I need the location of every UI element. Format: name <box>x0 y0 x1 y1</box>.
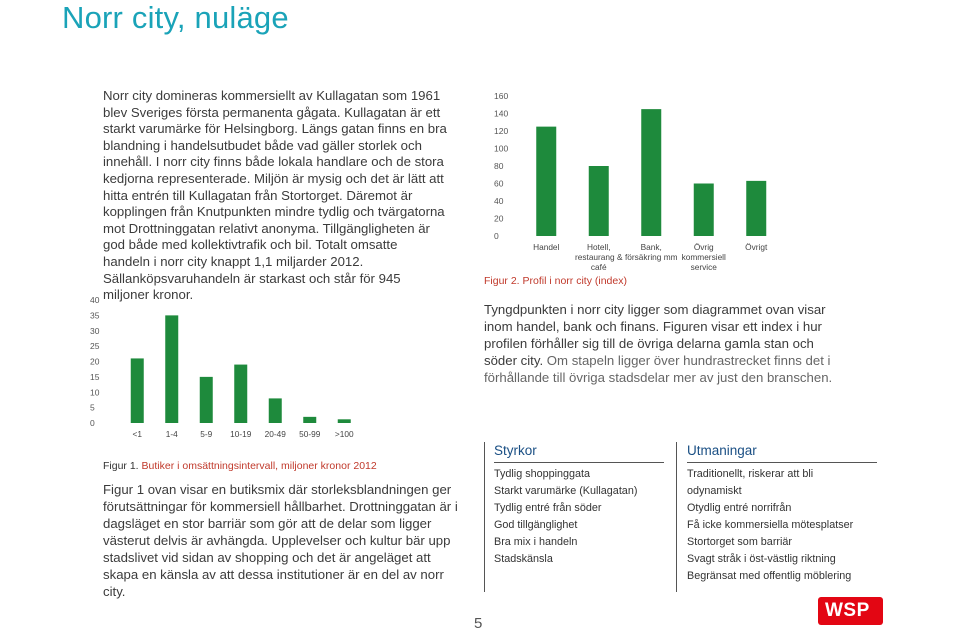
profile-paragraph-part1: Tyngdpunkten i norr city ligger som diagrammet ovan visar inom handel, bank och finans. Figuren visar ett index i hur profilen förhåller sig till de övriga delarna gamla stan och söder city. <box>484 302 826 368</box>
bar <box>303 417 316 423</box>
figure1-paragraph: Figur 1 ovan visar en butiksmix där storleksblandningen ger förutsättningar för kommersiell hållbarhet. Drottninggatan är i dagsläget en stor barriär som gör att de delar som ligger västerut delvis är avhängda. Upplevelser och kultur bär upp stadslivet vid sidan av shopping och det är angeläget att skapa en känsla av att dessa institutioner är en del av norr city. <box>103 482 458 599</box>
profile-paragraph-part2: Om stapeln ligger över hundrastrecket finns det i förhållande till övriga stadsdelar mer av just den branschen. <box>484 353 833 385</box>
y-tick-label: 20 <box>494 213 504 224</box>
figure1-label: Figur 1. <box>103 460 139 472</box>
figure1-text: Butiker i omsättningsintervall, miljoner kronor 2012 <box>141 460 377 472</box>
x-tick-label: >100 <box>334 429 354 439</box>
utmaningar-list <box>687 442 877 585</box>
bar <box>234 365 247 423</box>
list-item: Starkt varumärke (Kullagatan) <box>494 485 638 497</box>
x-tick-label: Hotell, restaurang & café <box>574 242 623 272</box>
styrkor-heading: Styrkor <box>494 443 537 458</box>
bar <box>536 127 556 236</box>
y-tick-label: 0 <box>494 231 499 241</box>
y-tick-label: 80 <box>494 161 504 171</box>
y-tick-label: 35 <box>90 310 100 321</box>
y-tick-label: 15 <box>90 371 100 382</box>
list-item: Traditionellt, riskerar att bli odynamiskt <box>687 468 814 497</box>
y-tick-label: 60 <box>494 178 504 189</box>
utmaningar-heading: Utmaningar <box>687 443 757 458</box>
wsp-logo-text: WSP <box>825 600 870 621</box>
x-tick-label: Handel <box>533 242 560 252</box>
column-divider <box>484 442 485 592</box>
list-item: Tydlig shoppinggata <box>494 468 591 480</box>
list-item: God tillgänglighet <box>494 519 578 531</box>
x-tick-label: 10-19 <box>230 429 252 439</box>
page-title: Norr city, nuläge <box>62 0 289 35</box>
bar <box>269 398 282 423</box>
page-number: 5 <box>474 615 483 632</box>
y-tick-label: 10 <box>90 387 100 398</box>
list-item: Få icke kommersiella mötesplatser <box>687 519 854 531</box>
x-tick-label: 20-49 <box>264 429 286 439</box>
bar <box>338 419 351 423</box>
list-item: Stortorget som barriär <box>687 536 793 548</box>
x-tick-label: Bank, försäkring mm <box>624 242 678 262</box>
x-tick-label: Övrig kommersiell service <box>681 242 726 272</box>
list-item: Stadskänsla <box>494 553 553 565</box>
x-tick-label: 5-9 <box>200 429 213 439</box>
list-item: Svagt stråk i öst-västlig riktning <box>687 553 836 565</box>
figure1-caption <box>103 460 377 472</box>
x-tick-label: <1 <box>132 429 142 439</box>
figure2-label: Figur 2. <box>484 275 520 287</box>
profile-index-chart <box>484 86 784 276</box>
bar <box>746 181 766 236</box>
bar <box>589 166 609 236</box>
y-tick-label: 100 <box>494 143 509 154</box>
list-item: Begränsat med offentlig möblering <box>687 570 852 582</box>
utmaningar-heading-wrap <box>687 442 877 463</box>
bar <box>165 315 178 423</box>
y-tick-label: 20 <box>90 356 100 367</box>
store-turnover-chart <box>88 290 358 445</box>
wsp-logo <box>818 597 883 625</box>
styrkor-list <box>494 442 664 568</box>
y-tick-label: 30 <box>90 325 100 336</box>
figure2-text: Profil i norr city (index) <box>522 275 627 287</box>
x-tick-label: Övrigt <box>745 242 768 252</box>
y-tick-label: 140 <box>494 108 509 119</box>
y-tick-label: 160 <box>494 91 509 101</box>
bar <box>694 184 714 237</box>
y-tick-label: 40 <box>494 196 504 206</box>
y-tick-label: 40 <box>90 295 100 305</box>
intro-paragraph: Norr city domineras kommersiellt av Kullagatan som 1961 blev Sveriges första permanenta gågata. Kullagatan är ett starkt varumärke för Helsingborg. Längs gatan finns en bra blandning i handelsutbudet både vad gäller storlek och innehåll. I norr city finns både lokala handlare och de stora kedjorna representerade. Miljön är mysig och det är lätt att hitta entrén till Kullagatan från Stortorget. Däremot är kopplingen från Knutpunkten mindre tydlig och tvärgatorna mot Drottninggatan relativt anonyma. Tillgängligheten är god både med kollektivtrafik och bil. Totalt omsatte handeln i norr city knappt 1,1 miljarder 2012. Sällanköpsvaruhandeln är starkast och står för 945 miljoner kronor. <box>103 88 447 303</box>
bar <box>131 358 144 423</box>
column-divider <box>676 442 677 592</box>
list-item: Bra mix i handeln <box>494 536 578 548</box>
figure2-caption <box>484 275 627 287</box>
x-tick-label: 50-99 <box>299 429 321 439</box>
y-tick-label: 25 <box>90 341 100 352</box>
list-item: Otydlig entré norrifrån <box>687 502 792 514</box>
bar <box>641 109 661 236</box>
y-tick-label: 120 <box>494 126 509 136</box>
x-tick-label: 1-4 <box>165 429 178 439</box>
bar <box>200 377 213 423</box>
profile-paragraph <box>484 301 844 386</box>
list-item: Tydlig entré från söder <box>494 502 602 514</box>
y-tick-label: 5 <box>90 402 95 413</box>
y-tick-label: 0 <box>90 418 95 428</box>
styrkor-heading-wrap <box>494 442 664 463</box>
